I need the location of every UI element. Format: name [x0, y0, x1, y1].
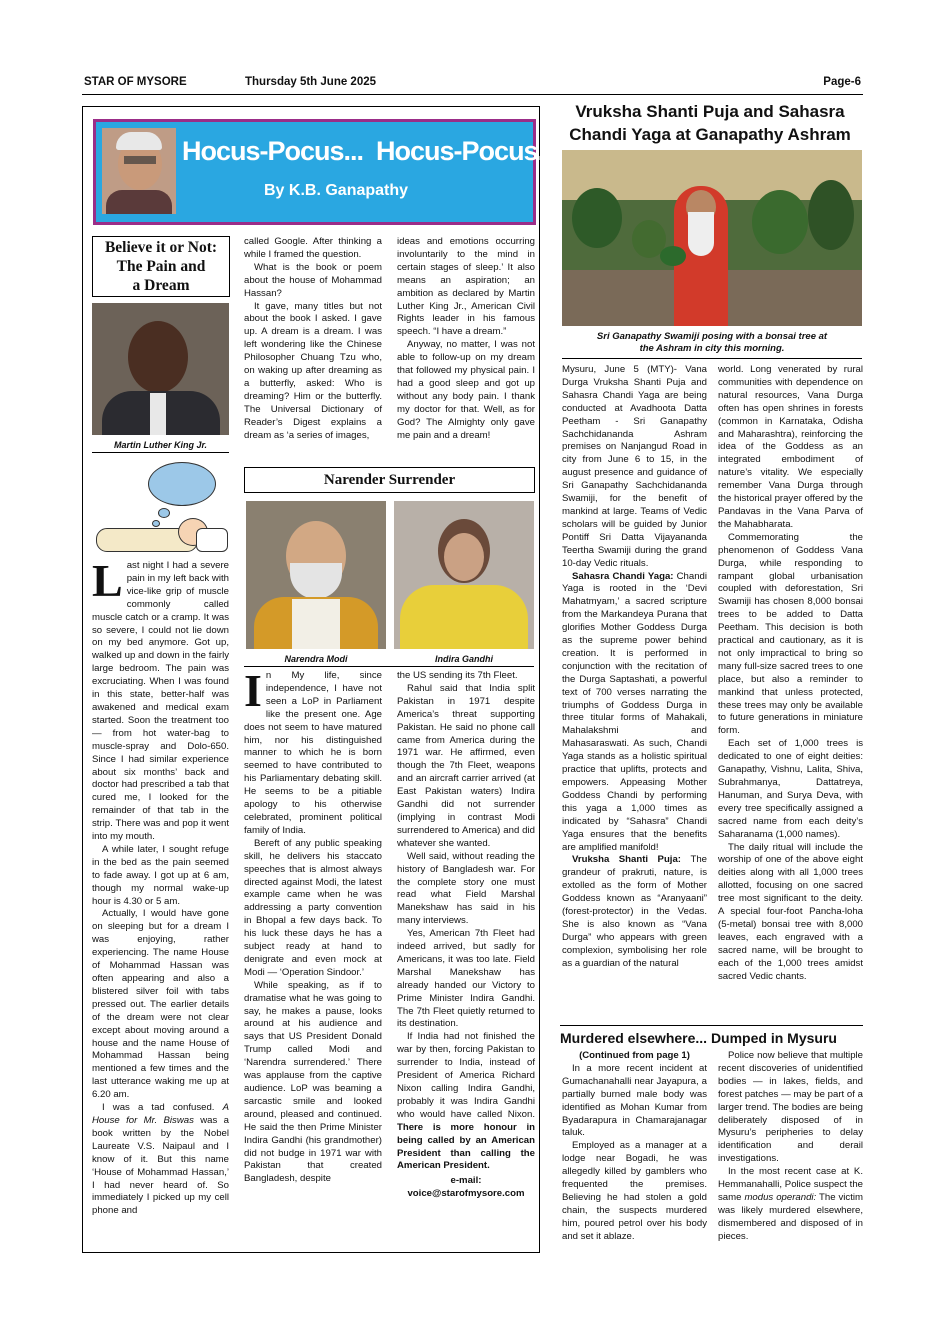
vruksha-col-1 [562, 364, 707, 1022]
drop-cap: L [92, 555, 123, 606]
paragraph: If India had not finished the war by then, forcing Pakistan to surrender to India, instead of President of America Richard Nixon calling Indira Gandhi, probably it was Indira Gandhi who would have called Nixon. There is more honour in being called by an American President than calling the American President. [397, 1031, 535, 1172]
ashram-photo-caption: Sri Ganapathy Swamiji posing with a bonsai tree at the Ashram in city this morning. [562, 331, 862, 359]
paragraph: ideas and emotions occurring involuntarily to the mind in certain stages of sleep.’ It also means an aspiration; an ambition as declared by Martin Luther King Jr., American Civil Rights leader in his famous speech. “I have a dream.” [397, 236, 535, 338]
paragraph: The daily ritual will include the worship of one of the above eight deities along with all 1,000 trees allotted, focusing on one sacred tree most significant to the deity. A special four-foot Pancha-loha (5-metal) bonsai tree with 8,000 leaves, each engraved with a sacred name, will be brought to each of the 1,000 trees amidst sacred Vedic chants. [718, 841, 863, 982]
vruksha-headline [555, 100, 865, 146]
paper-name: STAR OF MYSORE [84, 76, 187, 88]
dream-illustration [92, 458, 229, 558]
paragraph: Sahasra Chandi Yaga: Chandi Yaga is rooted in the ‘Devi Mahatmyam,’ a sacred scripture from the Markandeya Purana that glorifies Mother Goddess Durga as the supreme power behind creation. It is performed in conjunction with the recitation of the Durga Saptashati, a powerful text of 700 verses narrating the triumphs of Goddess Durga in three titular forms of Mahakali, Mahalakshmi and Mahasaraswati. As such, Chandi Yaga stands as a holistic spiritual practice that uplifts, protects and empowers. Appeasing Mother Goddess Chandi by performing this yaga a 1,000 times as indicated by “Sahasra” Chandi Yaga ensures that the benefits are amplified manifold! [562, 570, 707, 853]
headline-line: Chandi Yaga at Ganapathy Ashram [569, 125, 851, 144]
paragraph: Police now believe that multiple recent discoveries of unidentified bodies — in lakes, fields, and forest patches — may be part of a larger trend. The bodies are being deliberately disposed of in Mysuru’s peripheries to delay identification and derail investigations. [718, 1050, 863, 1165]
paragraph: Bereft of any public speaking skill, he delivers his staccato speeches that is almost always directed against Modi, the latest example came when he was addressing a party convention in Bhopal a few days back. To his luck these days he has a subject ready at hand to denigrate and even mock at Modi — ‘Operation Sindoor.’ [244, 837, 382, 978]
paragraph: Each set of 1,000 trees is dedicated to one of eight deities: Ganapathy, Vishnu, Lalita, Shiva, Subrahmanya, Dattatreya, Hanuman, and Surya Deva, with every tree specifically assigned a sacred name from each deity’s Saharanama (1,000 names). [718, 738, 863, 840]
murder-col-2 [718, 1050, 863, 1260]
modi-caption: Narendra Modi [284, 654, 348, 664]
paragraph: Vruksha Shanti Puja: The grandeur of prakruti, nature, is extolled as the form of Mother Goddess known as “Aranyaani” (forest-protector) in the Vedas. She is also known as “Vana Durga” who appears with green complexion, symbolising her role as a guardian of the natural [562, 854, 707, 969]
dream-col-1 [92, 555, 229, 1250]
paragraph: world. Long venerated by rural communities with dependence on natural resources, Vana Durga often has open shrines in forests (common in Karnataka, Odisha and Maharashtra), reinforcing the idea of the Goddess as an integrated embodiment of nature’s vitality. We especially remember Vana Durga through the historical prayer offered by the Pandavas in the Vana Parva of the Mahabharata. [718, 364, 863, 530]
paragraph: In the most recent case at K. Hemmanahalli, Police suspect the same modus operandi: The victim was likely murdered elsewhere, dismembered and disposed of in pieces. [718, 1166, 863, 1242]
paragraph: Employed as a manager at a lodge near Bogadi, he was allegedly killed by gamblers who frequented the premises. Believing he had stolen a gold chain, the suspects murdered him, poured petrol over his body and set it ablaze. [562, 1140, 707, 1242]
headline-line: Vruksha Shanti Puja and Sahasra [575, 102, 845, 121]
paragraph: In a more recent incident at Gumachanahalli near Jayapura, a partially burned male body was identified as Mohan Kumar from Byadarapura in Chamarajanagar taluk. [562, 1062, 707, 1139]
continued-note: (Continued from page 1) [579, 1050, 690, 1061]
paragraph: the US sending its 7th Fleet. [397, 670, 518, 681]
paragraph: Rahul said that India split Pakistan in 1971 despite America’s threat supporting Pakistan. He said no phone call came from America during the 1971 war. He affirmed, even though the 7th Fleet, weapons and an aircraft carrier arrived (at East Pakistan waters) Indira Gandhi did not surrender (implying in contrast Modi surrendered to America) and did whatever she wanted. [397, 682, 535, 849]
indira-photo [394, 501, 534, 649]
paragraph: called Google. After thinking a while I framed the question. [244, 236, 382, 260]
paragraph: I was a tad confused. A House for Mr. Biswas was a book written by the Nobel Laureate V.S. Naipaul and I know of it. But this name ‘House of Mohammad Hassan,’ I had never heard of. So immediately I picked up my cell phone and [92, 1102, 229, 1217]
dream-col-2 [244, 236, 382, 460]
paragraph: Well said, without reading the history of Bangladesh war. For the complete story one must read what Field Marshal Manekshaw has said in his many interviews. [397, 850, 535, 927]
paragraph: In My life, since independence, I have not seen a LoP in Parliament like the present one. Age does not seem to have matured him, nor his distinguished manner to which he is born seemed to have contributed to his Parliamentary debating skill. He seems to be a pitiable apology to his otherwise celebrated, prominent political family of India. [244, 665, 382, 836]
issue-date: Thursday 5th June 2025 [245, 76, 377, 88]
byline: By K.B. Ganapathy [264, 182, 409, 199]
paragraph: Yes, American 7th Fleet had indeed arrived, but sadly for Americans, it was too late. Field Marshal Manekshaw has already handed our Victory to Prime Minister Indira Gandhi. The 7th Fleet quietly returned to its destination. [397, 928, 535, 1030]
surrender-col-2 [397, 670, 535, 1250]
mlk-photo [92, 303, 229, 435]
mlk-caption: Martin Luther King Jr. [92, 440, 229, 453]
murder-headline: Murdered elsewhere... Dumped in Mysuru [560, 1030, 837, 1046]
paragraph: While speaking, as if to dramatise what he was going to say, he makes a pause, looks around at his audience and says that US President Donald Trump called Modi and ‘Narendra surrendered.’ There was applause from the captive audience. LoP was beaming a sarcastic smile and looked around, pleased and continued. He said the then Prime Minister Indira Gandhi (his grandmother) did not budge in 1971 war with Pakistan that created Bangladesh, despite [244, 979, 382, 1185]
paragraph: Commemorating the phenomenon of Goddess Vana Durga, while responding to rampant global urbanisation coupled with deforestation, Sri Swamiji has chosen 8,000 bonsai trees to be added to Datta Peetham. This decision is both practical and cautionary, as it is not only impractical to bring so many full-size sacred trees to one place, but also a reminder to mankind that unless protected, these trees may only be available to future generations in miniature form. [718, 531, 863, 737]
paragraph: What is the book or poem about the house of Mohammad Hassan? [244, 261, 382, 299]
surrender-col-1 [244, 665, 382, 1250]
section-title: Narender Surrender [244, 467, 535, 493]
paragraph: A while later, I sought refuge in the bed as the pain seemed to fade away. I got up at 6 am, though my normal wake-up hour is 4.30 or 5 am. [92, 843, 229, 907]
paragraph: It gave, many titles but not about the book I asked. I gave up. A dream is a dream. I was left wondering like the Chinese Philosopher Chuang Tzu who, on waking up after dreaming as a butterfly, asked: Who is dreaming? Him or the butterfly. The Universal Dictionary of Reader’s Digest explains a dream as ‘a series of images, [244, 300, 382, 441]
modi-photo [246, 501, 386, 649]
column-banner [93, 119, 558, 225]
author-photo [102, 128, 176, 214]
page-number: Page-6 [823, 76, 861, 88]
paragraph: Anyway, no matter, I was not able to follow-up on my dream that followed my physical pain. I had a good sleep and got up without any body pain. I thank my doctor for that. Well, as for God? The Almighty only gave me pain and a dream! [397, 339, 535, 441]
box-title-line: The Pain and [116, 258, 206, 275]
drop-cap: I [244, 665, 262, 716]
paragraph: Last night I had a severe pain in my left back with vice-like grip of muscle commonly called muscle catch or a cramp. It was so severe, I could not lie down on my bed anymore. Got up, walked up and down in the fairly large bedroom. The pain was excruciating. When I was found in this state, better-half was awakened and medical exam started. Soon the treatment too — from hot water-bag to muscle-spray and Dolo-650. Since I had similar experience about six months’ back and doctor had prescribed a tab that cured me, I looked for the remainder of that tab in the strip. There was and pop it went into my mouth. [92, 555, 229, 843]
vruksha-col-2 [718, 364, 863, 1022]
murder-col-1 [562, 1050, 707, 1260]
ashram-photo [562, 150, 862, 326]
paragraph: Mysuru, June 5 (MTY)- Vana Durga Vruksha Shanti Puja and Sahasra Chandi Yaga are being conducted at Avadhoota Datta Peetham - Sri Ganapathy Sachchidananda Ashram premises on Nanjangud Road in city from June 6 to 15, in the august presence and guidance of Sri Ganapathy Sachchidananda Swamiji, for the benefit of mankind at large. Teams of Vedic scholars will be guided by Junior Pontiff Sri Datta Vijayananda Teertha Swamiji during the grand 10-day Vedic rituals. [562, 364, 707, 569]
indira-caption: Indira Gandhi [434, 654, 493, 664]
masthead-bar [82, 72, 863, 95]
email-link[interactable]: voice@starofmysore.com [407, 1188, 525, 1200]
divider [560, 1025, 863, 1026]
box-title-line: Believe it or Not: [104, 239, 218, 256]
divider [244, 666, 534, 667]
story-box-title [92, 236, 230, 297]
paragraph: Actually, I would have gone on sleeping but for a dream I was enjoying, rather experiencing. The name House of Mohammad Hassan was often appearing and also a blistered silver foil with tabs pressed out. The earlier details of the dream were not clear except about moving around a house and the name House of Mohammad Hassan being mentioned a few times and the last utterance waking me up at 6.20 am. [92, 908, 229, 1101]
box-title-line: a Dream [132, 277, 190, 294]
thought-bubble-icon [148, 462, 216, 506]
dream-col-3 [397, 236, 535, 460]
email-label: e-mail: [450, 1175, 482, 1187]
banner-title: Hocus-Pocus... Hocus-Pocus... [182, 136, 558, 166]
